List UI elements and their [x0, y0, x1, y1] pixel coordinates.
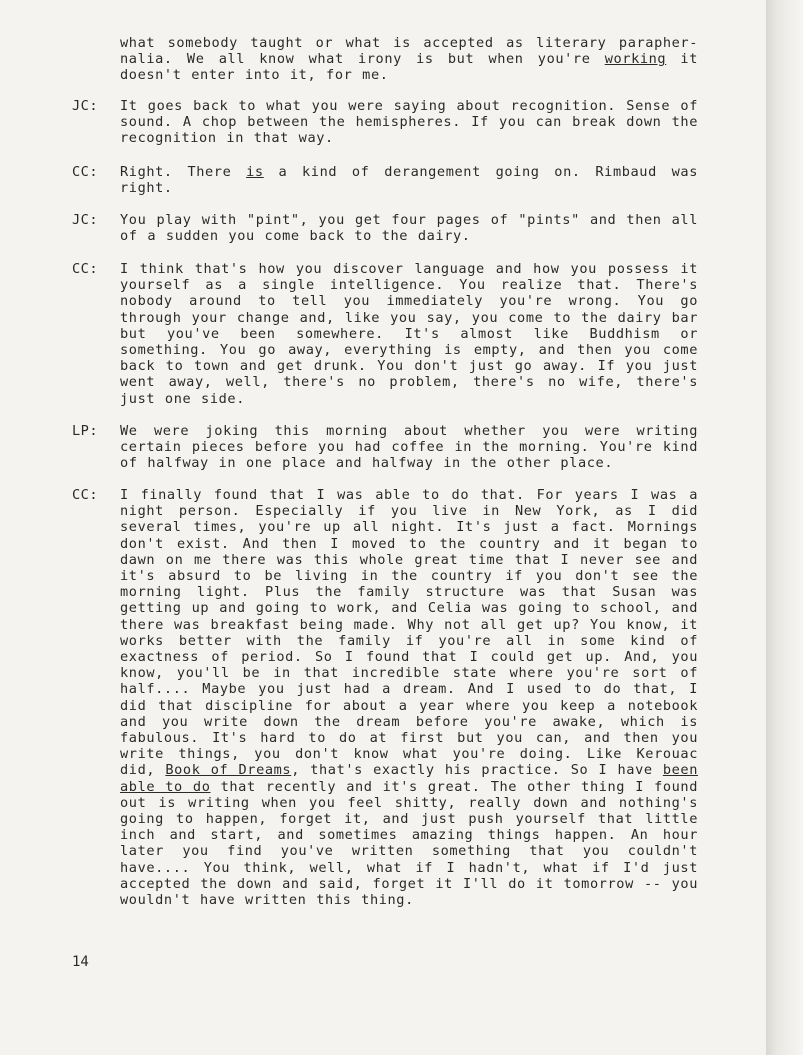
- speaker-label: CC:: [72, 487, 99, 503]
- paragraph-text: [120, 164, 698, 196]
- paragraph-text: [120, 423, 698, 472]
- paragraph-text: [120, 261, 698, 407]
- text-run: It goes back to what you were saying about recognition. Sense of sound. A chop between the hemispheres. If you can break down the recognition in that way.: [120, 98, 698, 147]
- underlined-word: is: [246, 164, 264, 180]
- text-run: that recently and it's great. The other thing I found out is writing when you feel shitty, really down and nothing's going to happen, forget it, and just push yourself that little inch and start, and sometimes amazing things happen. An hour later you find you've written something that you couldn't have.... You think, well, what if I hadn't, what if I'd just accepted the down and said, forget it I'll do it tomorrow -- you wouldn't have written this thing.: [120, 778, 699, 909]
- paragraph-2: [72, 164, 712, 196]
- underlined-word: working: [604, 51, 667, 68]
- text-run: it doesn't enter into it, for me.: [120, 51, 699, 84]
- paragraph-0: [72, 35, 712, 84]
- text-run: We were joking this morning about whether you were writing certain pieces before you had coffee in the morning. You're kind of halfway in one place and halfway in the other place.: [120, 423, 698, 472]
- paragraph-text: [120, 98, 698, 147]
- paragraph-1: [72, 98, 712, 147]
- paragraph-text: [120, 212, 698, 244]
- speaker-label: JC:: [72, 98, 99, 114]
- speaker-label: CC:: [72, 261, 99, 277]
- book-title: Book of Dreams: [165, 762, 292, 779]
- text-run: I think that's how you discover language and how you possess it yourself as a single intelligence. You realize that. There's nobody around to tell you immediately you're wrong. You go through your change and, like you say, you come to the dairy bar but you've been somewhere. It's almost like Buddhism or something. You go away, everything is empty, and then you come back to town and get drunk. You don't just go away. If you just went away, well, there's no problem, there's no wife, there's just one side.: [120, 261, 698, 407]
- underlined-phrase: been able to do: [120, 762, 698, 795]
- text-run: , that's exactly his practice. So I have: [291, 762, 663, 779]
- paragraph-6: [72, 487, 712, 908]
- paragraph-4: [72, 261, 712, 407]
- page-edge-shadow: [766, 0, 803, 1055]
- speaker-label: CC:: [72, 164, 99, 180]
- paragraph-text: [120, 487, 698, 908]
- speaker-label: LP:: [72, 423, 99, 439]
- text-run: I finally found that I was able to do that. For years I was a night person. Especially if you live in New York, as I did several times, you're up all night. It's just a fact. Mornings don't exist. And then I moved to the country and it began to dawn on me there was this whole great time that I never see and it's absurd to be living in the country if you don't see the morning light. Plus the family structure was that Susan was getting up and going to work, and Celia was going to school, and there was breakfast being made. Why not all get up? You know, it works better with the family if you're all in some kind of exactness of period. So I found that I could get up. And, you know, you'll be in that incredible state where you're sort of half.... Maybe you just had a dream. And I used to do that, I did that discipline for about a year where you keep a notebook and you write down the dream before you're awake, which is fabulous. It's hard to do at first but you can, and then you write things, you don't know what you're doing. Like Kerouac did,: [120, 487, 698, 779]
- speaker-label: JC:: [72, 212, 99, 228]
- page-number: 14: [72, 954, 89, 970]
- text-run: a kind of derangement going on. Rimbaud was right.: [120, 164, 698, 197]
- paragraph-3: [72, 212, 712, 244]
- paragraph-text: [120, 35, 698, 84]
- text-run: Right. There: [120, 164, 247, 180]
- text-run: what somebody taught or what is accepted as literary parapher-nalia. We all know what irony is but when you're: [120, 35, 698, 68]
- text-run: You play with "pint", you get four pages of "pints" and then all of a sudden you come back to the dairy.: [120, 212, 698, 245]
- paragraph-5: [72, 423, 712, 472]
